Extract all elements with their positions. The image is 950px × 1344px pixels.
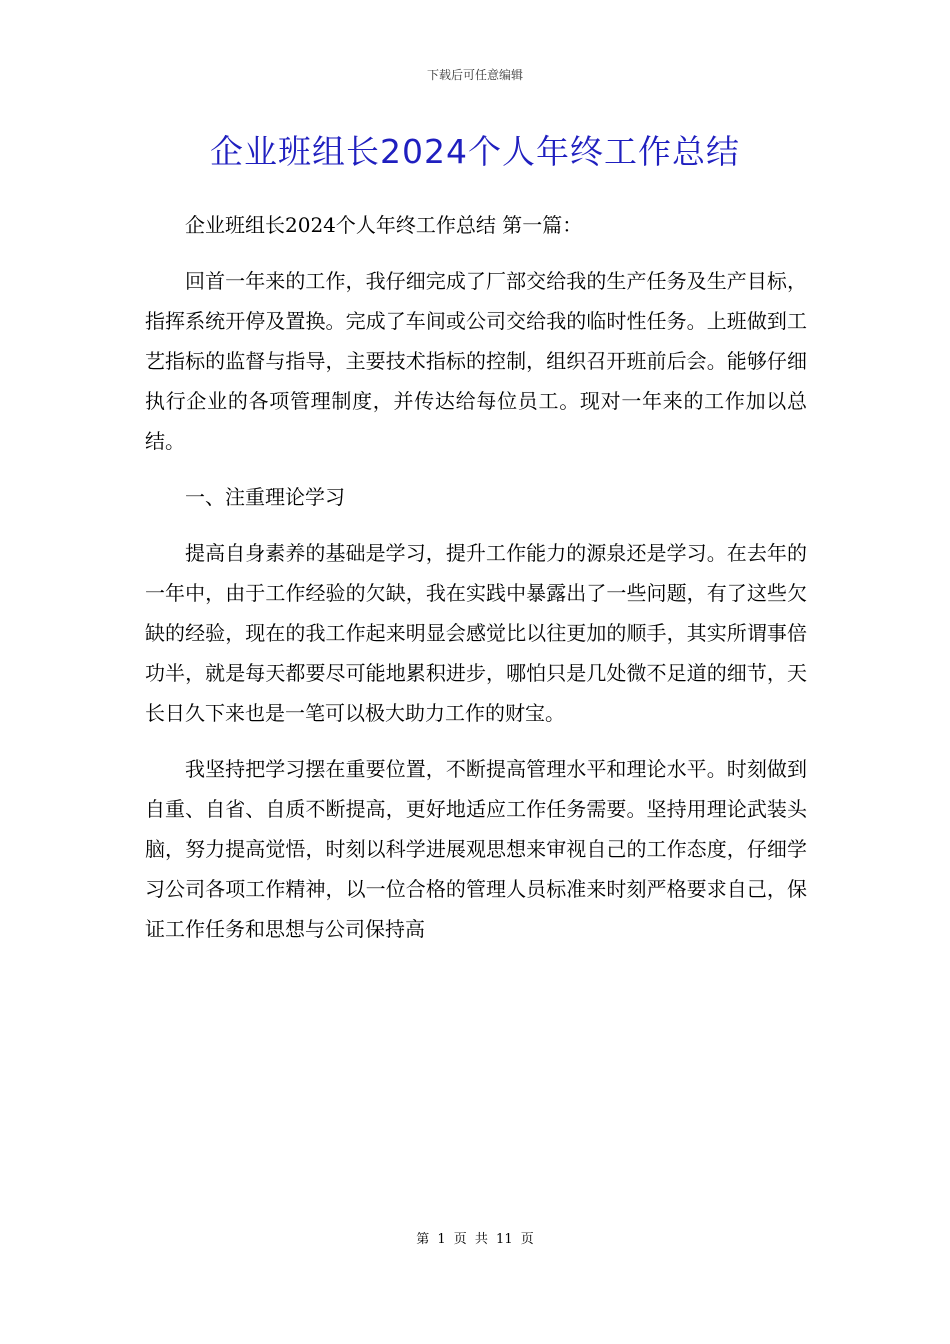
header-note: 下载后可任意编辑 bbox=[426, 68, 523, 82]
document-title: 企业班组长2024个人年终工作总结 bbox=[210, 132, 740, 171]
section-heading: 一、注重理论学习 bbox=[185, 485, 345, 509]
paragraph-subtitle: 企业班组长2024个人年终工作总结 第一篇： bbox=[185, 213, 583, 237]
paragraph-learning: 提高自身素养的基础是学习，提升工作能力的源泉还是学习。在去年的一年中，由于工作经验的欠缺，我在实践中暴露出了一些问题，有了这些欠缺的经验，现在的我工作起来明显会感觉比以往更加的顺手，其实所谓事倍功半，就是每天都要尽可能地累积进步，哪怕只是几处微不足道的细节，天长日久下来也是一笔可以极大助力工作的财宝。 bbox=[145, 541, 807, 725]
page-footer: 第 1 页 共 11 页 bbox=[416, 1232, 534, 1247]
paragraph-intro: 回首一年来的工作，我仔细完成了厂部交给我的生产任务及生产目标，指挥系统开停及置换。完成了车间或公司交给我的临时性任务。上班做到工艺指标的监督与指导，主要技术指标的控制，组织召开班前后会。能够仔细执行企业的各项管理制度，并传达给每位员工。现对一年来的工作加以总结。 bbox=[145, 269, 807, 453]
document-body bbox=[145, 205, 807, 965]
paragraph-commitment: 我坚持把学习摆在重要位置，不断提高管理水平和理论水平。时刻做到自重、自省、自质不断提高，更好地适应工作任务需要。坚持用理论武装头脑，努力提高觉悟，时刻以科学进展观思想来审视自己的工作态度，仔细学习公司各项工作精神，以一位合格的管理人员标准来时刻严格要求自己，保证工作任务和思想与公司保持高 bbox=[145, 757, 807, 941]
